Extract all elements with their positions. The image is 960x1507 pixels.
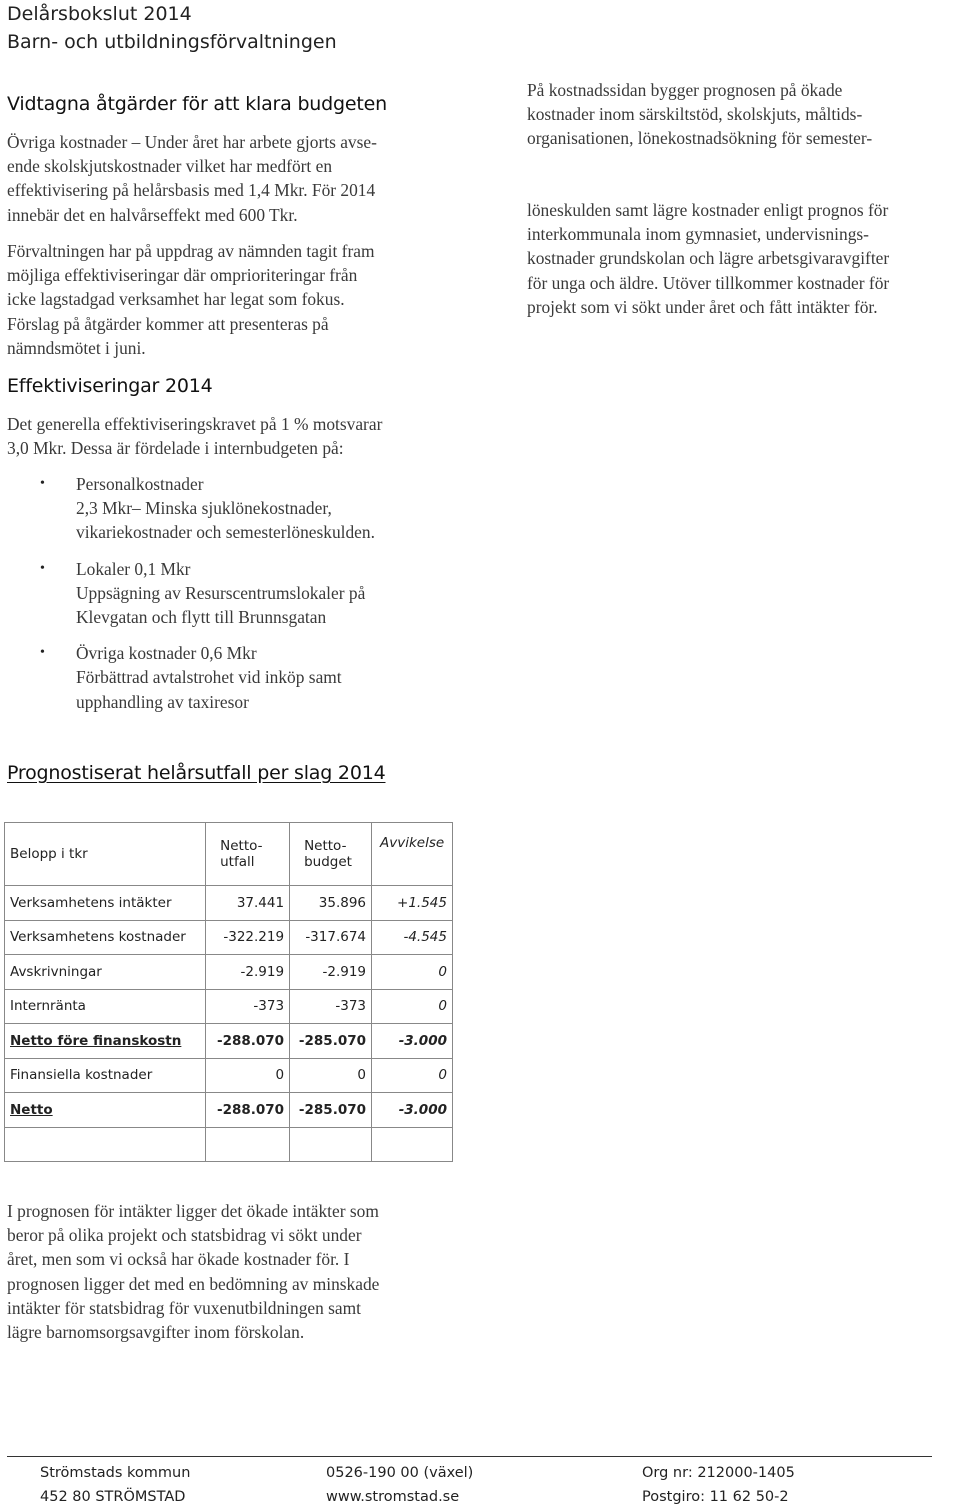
text-line: intäkter för statsbidrag för vuxenutbildningen samt [7, 1297, 362, 1318]
table-row [5, 989, 453, 1024]
document-header [7, 0, 337, 56]
table-row [5, 920, 453, 955]
deviation-cell: 0 [372, 989, 453, 1024]
table-row [5, 886, 453, 921]
text-line: Lokaler 0,1 Mkr [76, 558, 191, 579]
table-header-row [5, 823, 453, 886]
row-label-cell [5, 1127, 206, 1162]
table-row [5, 1024, 453, 1059]
net-result-cell: 0 [206, 1058, 290, 1093]
footer-address [40, 1461, 190, 1507]
municipality-name: Strömstads kommun [40, 1465, 191, 1481]
text-line: beror på olika projekt och statsbidrag vi sökt under [7, 1225, 362, 1246]
text-line: effektivisering på helårsbasis med 1,4 Mkr. För 2014 [7, 180, 376, 201]
efficiency-intro [7, 412, 457, 460]
header-cell-deviation: Avvikelse [372, 823, 453, 886]
net-result-cell [206, 1127, 290, 1162]
row-label-cell: Avskrivningar [5, 955, 206, 990]
org-number: Org nr: 212000-1405 [642, 1465, 795, 1481]
text-line: Uppsägning av Resurscentrumslokaler på [76, 582, 366, 603]
text-line: kostnader grundskolan och lägre arbetsgivaravgifter [527, 248, 890, 269]
bullet-icon: • [40, 560, 45, 576]
text-line: På kostnadssidan bygger prognosen på ökade [527, 80, 843, 100]
net-budget-cell: 35.896 [290, 886, 372, 921]
deviation-cell: 0 [372, 955, 453, 990]
text-line: I prognosen för intäkter ligger det ökade intäkter som [7, 1201, 379, 1221]
text-line: kostnader inom särskiltstöd, skolskjuts, måltids- [527, 104, 863, 125]
net-budget-cell [290, 1127, 372, 1162]
table-row [5, 1093, 453, 1128]
postal-address: 452 80 STRÖMSTAD [40, 1489, 186, 1505]
text-line: projekt som vi sökt under året och fått intäkter för. [527, 296, 878, 317]
text-line: 2,3 Mkr– Minska sjuklönekostnader, [76, 498, 332, 519]
bullet-icon: • [40, 476, 45, 491]
list-item [40, 641, 460, 714]
deviation-cell: -3.000 [372, 1093, 453, 1128]
cost-forecast-paragraph-2 [527, 198, 957, 319]
row-label-cell: Verksamhetens intäkter [5, 886, 206, 921]
net-budget-cell: -285.070 [290, 1024, 372, 1059]
table-row [5, 1127, 453, 1162]
measures-paragraph-2 [7, 239, 457, 360]
footer-contact [326, 1461, 473, 1507]
text-line: Det generella effektiviseringskravet på 1 % motsvarar [7, 414, 383, 434]
website-link[interactable]: www.stromstad.se [326, 1489, 460, 1505]
net-result-cell: 37.441 [206, 886, 290, 921]
text-line: Personalkostnader [76, 474, 204, 494]
text-line: för unga och äldre. Utöver tillkommer kostnader för [527, 272, 890, 293]
phone-number: 0526-190 00 (växel) [326, 1465, 474, 1481]
department-name: Barn- och utbildningsförvaltningen [7, 31, 337, 53]
deviation-cell: -3.000 [372, 1024, 453, 1059]
text-line: innebär det en halvårseffekt med 600 Tkr. [7, 204, 298, 225]
text-line: Förvaltningen har på uppdrag av nämnden tagit fram [7, 241, 375, 261]
list-item [40, 472, 460, 545]
text-line: interkommunala inom gymnasiet, undervisnings- [527, 224, 869, 245]
section-heading-forecast: Prognostiserat helårsutfall per slag 2014 [7, 762, 386, 784]
net-result-cell: -373 [206, 989, 290, 1024]
row-label-cell: Finansiella kostnader [5, 1058, 206, 1093]
bullet-icon: • [40, 645, 45, 661]
net-budget-cell: -317.674 [290, 920, 372, 955]
cost-forecast-paragraph-1 [527, 78, 957, 151]
net-budget-cell: -373 [290, 989, 372, 1024]
table-row [5, 955, 453, 990]
postgiro-number: Postgiro: 11 62 50-2 [642, 1489, 789, 1505]
row-label-cell: Verksamhetens kostnader [5, 920, 206, 955]
header-cell-net-result: Netto- utfall [206, 823, 290, 886]
text-line: vikariekostnader och semesterlöneskulden. [76, 522, 375, 543]
text-line: prognosen ligger det med en bedömning av minskade [7, 1273, 380, 1294]
net-result-cell: -288.070 [206, 1093, 290, 1128]
header-cell-net-budget: Netto- budget [290, 823, 372, 886]
deviation-cell [372, 1127, 453, 1162]
text-line: lägre barnomsorgsavgifter inom förskolan. [7, 1322, 305, 1343]
text-line: löneskulden samt lägre kostnader enligt prognos för [527, 200, 889, 220]
text-line: möjliga effektiviseringar där omprioriteringar från [7, 265, 358, 286]
measures-paragraph-1 [7, 130, 457, 227]
text-line: Förslag på åtgärder kommer att presenteras på [7, 313, 329, 334]
section-heading-measures: Vidtagna åtgärder för att klara budgeten [7, 93, 387, 115]
text-line: Klevgatan och flytt till Brunnsgatan [76, 607, 327, 628]
text-line: Övriga kostnader – Under året har arbete gjorts avse- [7, 132, 377, 152]
closing-paragraph [7, 1199, 467, 1344]
net-result-cell: -322.219 [206, 920, 290, 955]
row-label-cell: Netto före finanskostn [5, 1024, 206, 1059]
text-line: Övriga kostnader 0,6 Mkr [76, 643, 257, 664]
text-line: nämndsmötet i juni. [7, 337, 146, 358]
text-line: organisationen, lönekostnadsökning för semester- [527, 128, 873, 149]
row-label-cell: Internränta [5, 989, 206, 1024]
text-line: ende skolskjutskostnader vilket har medfört en [7, 156, 333, 177]
forecast-table [4, 822, 453, 1162]
table-row [5, 1058, 453, 1093]
footer-registration [642, 1461, 795, 1507]
text-line: upphandling av taxiresor [76, 691, 249, 712]
efficiency-bullet-list [40, 472, 460, 726]
list-item [40, 557, 460, 630]
report-title: Delårsbokslut 2014 [7, 3, 192, 25]
net-result-cell: -288.070 [206, 1024, 290, 1059]
text-line: året, men som vi också har ökade kostnader för. I [7, 1249, 350, 1270]
header-cell-amount: Belopp i tkr [5, 823, 206, 886]
section-heading-efficiency: Effektiviseringar 2014 [7, 375, 213, 397]
deviation-cell: -4.545 [372, 920, 453, 955]
deviation-cell: 0 [372, 1058, 453, 1093]
net-budget-cell: -285.070 [290, 1093, 372, 1128]
footer-divider [7, 1456, 932, 1457]
net-budget-cell: 0 [290, 1058, 372, 1093]
net-result-cell: -2.919 [206, 955, 290, 990]
deviation-cell: +1.545 [372, 886, 453, 921]
text-line: 3,0 Mkr. Dessa är fördelade i internbudgeten på: [7, 438, 344, 459]
text-line: icke lagstadgad verksamhet har legat som fokus. [7, 289, 345, 310]
row-label-cell: Netto [5, 1093, 206, 1128]
text-line: Förbättrad avtalstrohet vid inköp samt [76, 667, 342, 688]
net-budget-cell: -2.919 [290, 955, 372, 990]
